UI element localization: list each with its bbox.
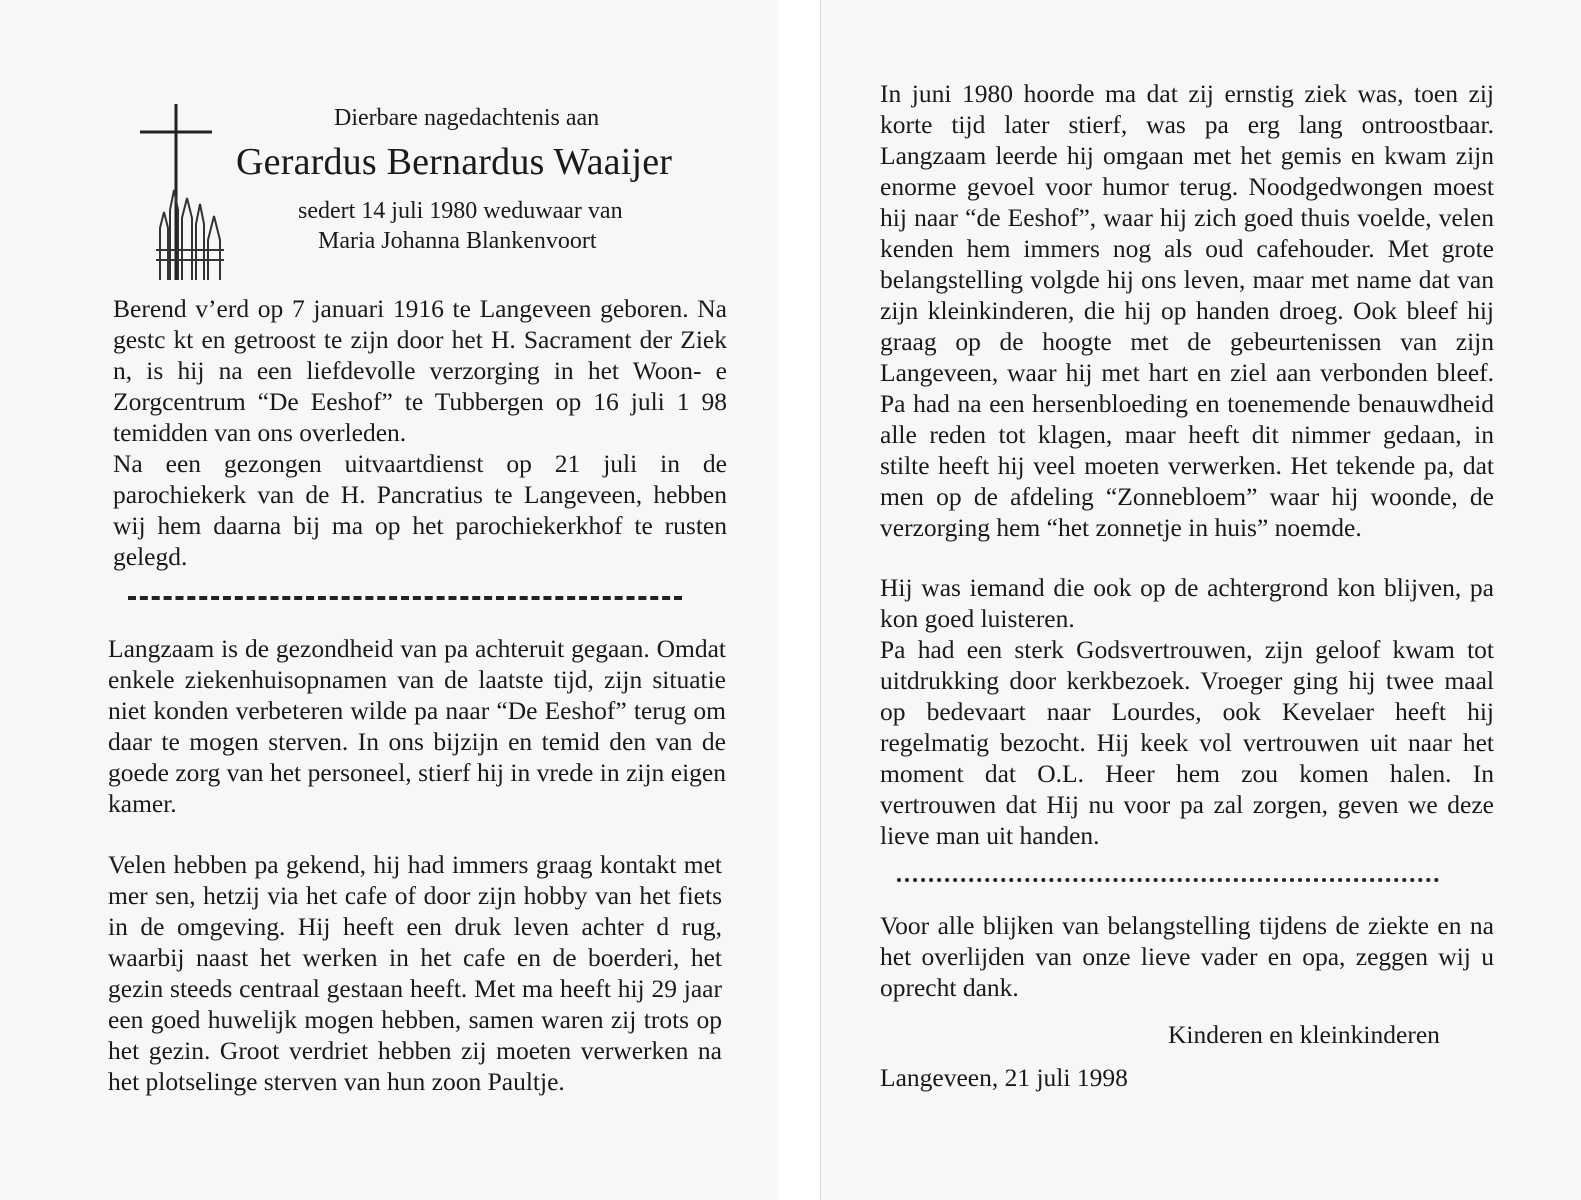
left-paragraph-1: Berend v’erd op 7 januari 1916 te Langeveen geboren. Na gestc kt en getroost te zijn door het H. Sacrament der Ziek n, is hij na een liefdevolle verzorging in het Woon- e Zorgcentrum “De Eeshof” te Tubbergen op 16 juli 1 98 temidden van ons overleden. xyxy=(113,294,727,447)
right-paragraph-2: Hij was iemand die ook op de achtergrond kon blijven, pa kon goed luisteren. xyxy=(880,573,1494,633)
dedication-intro: Dierbare nagedachtenis aan xyxy=(334,105,600,131)
left-paragraph-2: Na een gezongen uitvaartdienst op 21 juli in de parochiekerk van de H. Pancratius te Langeveen, hebben wij hem daarna bij ma op het parochiekerkhof te rusten gelegd. xyxy=(113,449,727,571)
signature: Kinderen en kleinkinderen xyxy=(1168,1020,1440,1049)
left-paragraph-4: Velen hebben pa gekend, hij had immers graag kontakt met mer sen, hetzij via het cafe of door zijn hobby van het fiets in de omgeving. Hij heeft een druk leven achter d rug, waarbij naast het werken in het cafe en de boerderi, het gezin steeds centraal gestaan heeft. Met ma heeft hij 29 jaar een goed huwelijk mogen hebben, samen waren zij trots op het gezin. Groot verdriet hebben zij moeten verwerken na het plotselinge sterven van hun zoon Paultje. xyxy=(108,850,722,1096)
card-fold-gutter xyxy=(778,0,820,1200)
deceased-name: Gerardus Bernardus Waaijer xyxy=(236,141,673,183)
spouse-name: Maria Johanna Blankenvoort xyxy=(318,228,597,254)
right-paragraph-1: In juni 1980 hoorde ma dat zij ernstig ziek was, toen zij korte tijd later stierf, was pa erg lang ontroostbaar. Langzaam leerde hij omgaan met het gemis en kwam zijn enorme gevoel voor humor terug. Noodgedwongen moest hij naar “de Eeshof”, waar hij zich goed thuis voelde, velen kenden hem immers nog als oud cafehouder. Met grote belangstelling volgde hij ons leven, maar met name dat van zijn kleinkinderen, die hij op handen droeg. Ook bleef hij graag op de hoogte met de gebeurtenissen van zijn Langeveen, waar hij met hart en ziel aan verbonden bleef. Pa had na een hersenbloeding en toenemende benauwdheid alle reden tot klagen, maar heeft dit nimmer gedaan, in stilte heeft hij veel moeten verwerken. Het tekende pa, dat men op de afdeling “Zonnebloem” waar hij woonde, de verzorging hem “het zonnetje in huis” noemde. xyxy=(880,79,1494,542)
thank-you-paragraph: Voor alle blijken van belangstelling tijdens de ziekte en na het overlijden van onze lieve vader en opa, zeggen wij u oprecht dank. xyxy=(880,911,1494,1002)
left-paragraph-3: Langzaam is de gezondheid van pa achteruit gegaan. Omdat enkele ziekenhuisopnamen van de laatste tijd, zijn situatie niet konden verbeteren wilde pa naar “De Eeshof” terug om daar te mogen sterven. In ons bijzijn en temid den van de goede zorg van het personeel, stierf hij in vrede in zijn eigen kamer. xyxy=(108,634,726,818)
cross-and-church-icon xyxy=(136,100,228,285)
dotted-divider xyxy=(897,878,1439,882)
widower-since: sedert 14 juli 1980 weduwaar van xyxy=(298,198,623,224)
dashed-divider xyxy=(128,596,682,600)
right-paragraph-3: Pa had een sterk Godsvertrouwen, zijn geloof kwam tot uitdrukking door kerkbezoek. Vroeger ging hij twee maal op bedevaart naar Lourdes, ook Kevelaer heeft hij regelmatig bezocht. Hij keek vol vertrouwen uit naar het moment dat O.L. Heer hem zou komen halen. In vertrouwen dat Hij nu voor pa zal zorgen, geven we deze lieve man uit handen. xyxy=(880,635,1494,850)
place-and-date: Langeveen, 21 juli 1998 xyxy=(880,1063,1128,1092)
